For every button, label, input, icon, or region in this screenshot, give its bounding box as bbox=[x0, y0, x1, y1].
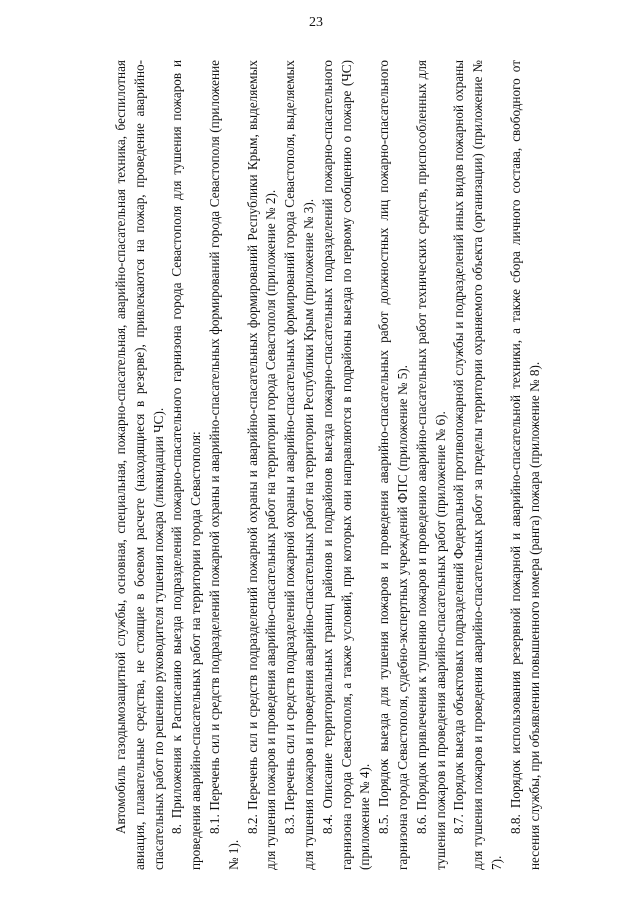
paragraph-appendix-8-5: 8.5. Порядок выезда для тушения пожаров и проведения аварийно-спасательных работ должностных лиц пожарно-спасательного гарнизона города Севастополя, судебно-экспертных учреждений ФПС (приложение № 5). bbox=[376, 60, 410, 870]
paragraph-appendix-8-2: 8.2. Перечень сил и средств подразделений пожарной охраны и аварийно-спасательных формирований Республики Крым, выделяемых для тушения пожаров и проведения аварийно-спасательных работ на территории города Севастополя (приложение № 2). bbox=[244, 60, 279, 870]
paragraph-appendix-8-3: 8.3. Перечень сил и средств подразделений пожарной охраны и аварийно-спасательных формирований города Севастополя, выделяемых для тушения пожаров и проведения аварийно-спасательных работ на территории Республики Крым (приложение № 3). bbox=[282, 60, 316, 870]
paragraph-appendix-8-8: 8.8. Порядок использования резервной пожарной и аварийно-спасательной техники, а также сбора личного состава, свободного от несения службы, при объявлении повышенного номера (ранга) пожара (приложение № 8). bbox=[507, 60, 542, 870]
page-number: 23 bbox=[309, 15, 323, 30]
document-body bbox=[112, 60, 544, 870]
paragraph-appendix-8-4: 8.4. Описание территориальных границ районов и подрайонов выезда пожарно-спасательных подразделений пожарно-спасательного гарнизона города Севастополя, а также условий, при которых они направляются в подрайоны выезда по первому сообщению о пожаре (ЧС) (приложение № 4). bbox=[319, 60, 373, 870]
paragraph-appendices-intro: 8. Приложения к Расписанию выезда подразделений пожарно-спасательного гарнизона города Севастополя для тушения пожаров и проведения аварийно-спасательных работ на территории города Севастополя: bbox=[169, 60, 204, 870]
paragraph-appendix-8-6: 8.6. Порядок привлечения к тушению пожаров и проведению аварийно-спасательных работ технических средств, приспособленных для тушения пожаров и проведения аварийно-спасательных работ (приложение № 6). bbox=[413, 60, 448, 870]
paragraph-appendix-8-1: 8.1. Перечень сил и средств подразделений пожарной охраны и аварийно-спасательных формирований города Севастополя (приложение № 1). bbox=[206, 60, 241, 870]
paragraph-rescue-equipment: Автомобиль газодымозащитной службы, основная, специальная, пожарно-спасательная, аварийно-спасательная техника, беспилотная авиация, плавательные средства, не стоящие в боевом расчете (находящиеся в резерве), привлекаются на пожар, проведение аварийно-спасательных работ по решению руководителя тушения пожара (ликвидации ЧС). bbox=[113, 60, 166, 870]
rotated-content-block bbox=[112, 60, 574, 870]
paragraph-appendix-8-7: 8.7. Порядок выезда объектовых подразделений Федеральной противопожарной службы и подразделений иных видов пожарной охраны для тушения пожаров и проведения аварийно-спасательных работ за пределы территории охраняемого объекта (организации) (приложение № 7). bbox=[451, 60, 504, 870]
